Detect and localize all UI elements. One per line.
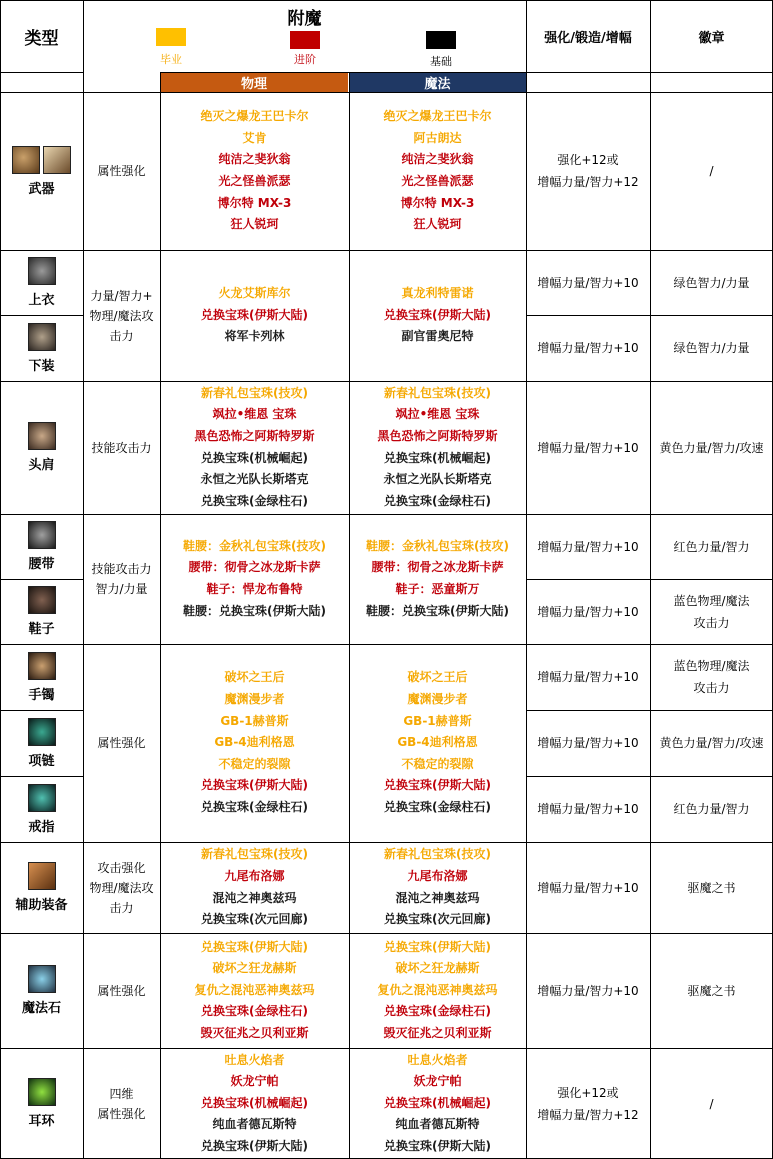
item-cell	[0, 514, 83, 579]
physical-enchant-cell	[160, 933, 349, 1048]
grid-line	[650, 315, 773, 316]
legend-label-gold: 毕业	[160, 53, 182, 66]
subheader-magic: 魔法	[349, 72, 526, 92]
item-cell	[0, 381, 83, 514]
upgrade-cell: 强化+12或 增幅力量/智力+12	[537, 1085, 639, 1122]
magic-enchant-cell	[349, 842, 526, 933]
item-cell	[0, 250, 83, 315]
enchant-option: 兑换宝珠(伊斯大陆)	[384, 778, 491, 793]
enchant-option: 黑色恐怖之阿斯特罗斯	[194, 428, 315, 443]
item-cell	[0, 315, 83, 381]
enchant-option: 纯洁之斐狄翁	[218, 152, 291, 167]
item-name: 耳环	[28, 1114, 55, 1129]
upgrade-cell: 增幅力量/智力+10	[537, 880, 639, 895]
enchant-option: 博尔特 MX-3	[217, 195, 292, 210]
enchant-option: 兑换宝珠(金绿柱石)	[201, 493, 308, 508]
enchant-option: 兑换宝珠(机械崛起)	[201, 450, 308, 465]
emblem-cell: 绿色智力/力量	[673, 275, 750, 290]
enchant-option: GB-4迪利格恩	[214, 735, 295, 750]
equipment-icon	[28, 1078, 56, 1106]
enchant-option: 破坏之王后	[224, 670, 285, 685]
attribute-cell: 属性强化	[97, 983, 146, 998]
grid-line	[0, 1048, 773, 1049]
grid-line	[526, 579, 650, 580]
enchant-option: 飒拉•维恩 宝珠	[212, 407, 297, 422]
item-cell	[0, 933, 83, 1048]
physical-enchant-cell	[160, 644, 349, 842]
upgrade-cell: 增幅力量/智力+10	[537, 341, 639, 355]
enchant-option: 兑换宝珠(金绿柱石)	[201, 1004, 308, 1019]
enchant-option: 纯洁之斐狄翁	[401, 152, 474, 167]
magic-enchant-cell	[349, 92, 526, 250]
grid-line	[0, 842, 773, 843]
enchant-option: 破坏之狂龙赫斯	[395, 961, 480, 976]
item-name: 上衣	[28, 293, 55, 308]
header-emblem: 徽章	[698, 30, 725, 46]
item-cell	[0, 776, 83, 842]
enchant-option: 妖龙宁帕	[413, 1074, 462, 1089]
item-icons	[28, 586, 56, 614]
emblem-cell: /	[709, 164, 714, 178]
enchant-option: 绝灭之爆龙王巴卡尔	[383, 109, 492, 124]
enchant-option: 兑换宝珠(伊斯大陆)	[201, 939, 308, 954]
emblem-cell: 黄色力量/智力/攻速	[659, 440, 764, 455]
grid-line	[0, 92, 773, 93]
enchant-option: 吐息火焰者	[224, 1052, 285, 1067]
item-name: 鞋子	[28, 622, 55, 637]
magic-enchant-cell	[349, 644, 526, 842]
enchant-option: 毁灭征兆之贝利亚斯	[200, 1025, 309, 1040]
enchant-option: 兑换宝珠(伊斯大陆)	[384, 307, 491, 322]
legend-swatch-gold	[156, 28, 186, 46]
attribute-cell: 属性强化	[97, 736, 146, 750]
equipment-icon	[28, 586, 56, 614]
item-name: 魔法石	[21, 1001, 61, 1016]
enchant-option: 兑换宝珠(机械崛起)	[384, 1095, 491, 1110]
attribute-cell: 技能攻击力 智力/力量	[91, 562, 152, 596]
grid-line	[0, 933, 773, 934]
physical-enchant-cell	[160, 1048, 349, 1159]
enchant-option: 新春礼包宝珠(技攻)	[384, 385, 491, 400]
enchant-option: 纯血者德瓦斯特	[395, 1117, 480, 1132]
enchant-option: 混沌之神奥兹玛	[395, 890, 480, 905]
enchant-option: 复仇之混沌恶神奥兹玛	[194, 982, 315, 997]
item-cell	[0, 842, 83, 933]
upgrade-cell: 增幅力量/智力+10	[537, 539, 639, 554]
item-icons	[28, 323, 56, 351]
enchant-option: 副官雷奥尼特	[401, 329, 474, 344]
item-icons	[28, 521, 56, 549]
enchant-option: 兑换宝珠(伊斯大陆)	[201, 307, 308, 322]
enchant-option: 兑换宝珠(机械崛起)	[201, 1095, 308, 1110]
enchant-option: 鞋腰：金秋礼包宝珠(技攻)	[366, 538, 509, 553]
enchant-option: 不稳定的裂隙	[218, 756, 291, 771]
equipment-icon	[28, 718, 56, 746]
item-name: 戒指	[28, 819, 55, 835]
item-icons	[28, 1078, 56, 1106]
header-enchant-title: 附魔	[287, 9, 322, 29]
enchant-option: 兑换宝珠(金绿柱石)	[201, 799, 308, 814]
enchant-option: 混沌之神奥兹玛	[212, 890, 297, 905]
item-cell	[0, 1048, 83, 1159]
enchant-option: GB-4迪利格恩	[397, 735, 478, 750]
enchant-option: 吐息火焰者	[407, 1052, 468, 1067]
legend-swatch-red	[290, 31, 320, 49]
enchant-option: 艾肯	[242, 130, 267, 145]
emblem-cell: 红色力量/智力	[673, 539, 750, 554]
item-icons	[28, 718, 56, 746]
item-name: 手镯	[28, 687, 55, 703]
enchant-option: 将军卡列林	[224, 329, 285, 344]
equipment-icon	[28, 257, 56, 285]
enchant-option: 永恒之光队长斯塔克	[200, 472, 309, 487]
header-type: 类型	[24, 28, 59, 49]
equipment-icon	[12, 146, 40, 174]
item-name: 武器	[28, 181, 55, 197]
grid-line	[83, 0, 84, 1159]
physical-enchant-cell	[160, 92, 349, 250]
equipment-icon	[28, 862, 56, 890]
item-cell	[0, 92, 83, 250]
enchant-option: 博尔特 MX-3	[400, 195, 475, 210]
item-name: 腰带	[28, 557, 55, 572]
item-cell	[0, 579, 83, 644]
item-name: 项链	[28, 753, 55, 769]
enchant-option: 兑换宝珠(金绿柱石)	[384, 493, 491, 508]
upgrade-cell: 增幅力量/智力+10	[537, 736, 639, 750]
enchant-option: 绝灭之爆龙王巴卡尔	[200, 109, 309, 124]
enchant-option: 毁灭征兆之贝利亚斯	[383, 1025, 492, 1040]
item-cell	[0, 710, 83, 776]
enchant-option: 九尾布洛娜	[224, 868, 285, 883]
grid-line	[650, 0, 651, 1159]
item-icons	[28, 784, 56, 812]
item-icons	[28, 862, 56, 890]
item-name: 辅助装备	[15, 898, 68, 913]
equipment-icon	[28, 965, 56, 993]
attribute-cell: 技能攻击力	[91, 440, 152, 455]
enchant-option: 光之怪兽派瑟	[218, 174, 291, 188]
enchant-option: 兑换宝珠(伊斯大陆)	[384, 1138, 491, 1153]
upgrade-cell: 增幅力量/智力+10	[537, 604, 639, 619]
emblem-cell: 黄色力量/智力/攻速	[659, 736, 764, 750]
enchant-option: 永恒之光队长斯塔克	[383, 472, 492, 487]
grid-line	[0, 514, 773, 515]
enchant-option: 兑换宝珠(金绿柱石)	[384, 1004, 491, 1019]
enchant-option: 鞋子：悍龙布鲁特	[206, 582, 303, 596]
enchant-option: 鞋腰：金秋礼包宝珠(技攻)	[183, 538, 326, 553]
enchant-option: 兑换宝珠(伊斯大陆)	[384, 939, 491, 954]
enchant-option: 兑换宝珠(次元回廊)	[384, 912, 491, 927]
enchant-option: 纯血者德瓦斯特	[212, 1117, 297, 1132]
magic-enchant-cell	[349, 1048, 526, 1159]
grid-line	[526, 315, 650, 316]
physical-enchant-cell	[160, 381, 349, 514]
item-name: 头肩	[28, 458, 55, 473]
enchant-option: 狂人锐珂	[230, 217, 279, 232]
upgrade-cell: 增幅力量/智力+10	[537, 802, 639, 816]
enchant-option: 魔渊漫步者	[407, 692, 468, 707]
equipment-icon	[28, 652, 56, 680]
enchant-option: 九尾布洛娜	[407, 868, 468, 883]
upgrade-cell: 强化+12或 增幅力量/智力+12	[537, 153, 639, 189]
grid-line	[526, 0, 527, 1159]
item-icons	[28, 257, 56, 285]
enchant-option: 鞋子：恶童斯万	[395, 582, 480, 596]
emblem-cell: 驱魔之书	[687, 983, 736, 998]
grid-line	[0, 250, 773, 251]
enchant-option: 阿古朗达	[413, 130, 462, 145]
enchant-option: 飒拉•维恩 宝珠	[395, 407, 480, 422]
grid-line	[160, 72, 161, 1159]
enchant-option: 鞋腰：兑换宝珠(伊斯大陆)	[366, 603, 509, 618]
attribute-cell: 属性强化	[97, 164, 146, 178]
magic-enchant-cell	[349, 381, 526, 514]
item-name: 下装	[28, 358, 55, 374]
enchant-option: 破坏之狂龙赫斯	[212, 961, 297, 976]
equipment-icon	[43, 146, 71, 174]
grid-line	[0, 579, 83, 580]
enchant-option: 复仇之混沌恶神奥兹玛	[377, 982, 498, 997]
enchant-option: GB-1赫普斯	[403, 713, 472, 728]
attribute-cell: 四维 属性强化	[97, 1086, 146, 1121]
upgrade-cell: 增幅力量/智力+10	[537, 440, 639, 455]
grid-line	[0, 0, 1, 1159]
enchant-option: 破坏之王后	[407, 670, 468, 685]
attribute-cell: 力量/智力+ 物理/魔法攻 击力	[89, 288, 154, 343]
grid-line	[650, 710, 773, 711]
grid-line	[0, 381, 773, 382]
grid-line	[526, 776, 650, 777]
enchant-option: 黑色恐怖之阿斯特罗斯	[377, 428, 498, 443]
enchant-option: 火龙艾斯库尔	[218, 286, 291, 301]
equipment-icon	[28, 323, 56, 351]
grid-line	[526, 710, 650, 711]
item-icons	[12, 146, 71, 174]
grid-line	[0, 644, 773, 645]
enchant-option: 腰带：彻骨之冰龙斯卡萨	[371, 560, 504, 575]
equipment-icon	[28, 521, 56, 549]
attribute-cell: 攻击强化 物理/魔法攻 击力	[89, 860, 154, 915]
magic-enchant-cell	[349, 933, 526, 1048]
grid-line	[160, 72, 526, 73]
legend-label-black: 基础	[430, 55, 452, 68]
magic-enchant-cell	[349, 250, 526, 381]
grid-line	[0, 776, 83, 777]
emblem-cell: 蓝色物理/魔法 攻击力	[673, 593, 750, 630]
enchant-option: 新春礼包宝珠(技攻)	[201, 385, 308, 400]
emblem-cell: 绿色智力/力量	[673, 341, 750, 355]
enchant-option: 妖龙宁帕	[230, 1074, 279, 1089]
emblem-cell: 蓝色物理/魔法 攻击力	[673, 659, 750, 695]
upgrade-cell: 增幅力量/智力+10	[537, 983, 639, 998]
subheader-physical: 物理	[160, 72, 348, 92]
enchant-option: 真龙利特雷诺	[401, 286, 474, 301]
upgrade-cell: 增幅力量/智力+10	[537, 275, 639, 290]
grid-line	[0, 72, 83, 73]
grid-line	[650, 579, 773, 580]
emblem-cell: 驱魔之书	[687, 880, 736, 895]
enchant-option: 光之怪兽派瑟	[401, 174, 474, 188]
item-icons	[28, 965, 56, 993]
emblem-cell: /	[709, 1096, 714, 1111]
enchant-option: 新春礼包宝珠(技攻)	[201, 847, 308, 862]
enchant-option: 兑换宝珠(伊斯大陆)	[201, 1138, 308, 1153]
grid-line	[0, 0, 773, 1]
enchant-option: 兑换宝珠(次元回廊)	[201, 912, 308, 927]
physical-enchant-cell	[160, 842, 349, 933]
enchant-option: 兑换宝珠(金绿柱石)	[384, 799, 491, 814]
item-cell	[0, 644, 83, 710]
upgrade-cell: 增幅力量/智力+10	[537, 670, 639, 684]
physical-enchant-cell	[160, 250, 349, 381]
enchant-option: 兑换宝珠(机械崛起)	[384, 450, 491, 465]
enchant-option: 腰带：彻骨之冰龙斯卡萨	[188, 560, 321, 575]
legend-swatch-black	[426, 31, 456, 49]
enchant-option: 狂人锐珂	[413, 217, 462, 232]
item-icons	[28, 652, 56, 680]
grid-line	[349, 72, 350, 1159]
item-icons	[28, 422, 56, 450]
legend-label-red: 进阶	[294, 53, 316, 66]
magic-enchant-cell	[349, 514, 526, 644]
emblem-cell: 红色力量/智力	[673, 802, 750, 816]
enchant-option: 兑换宝珠(伊斯大陆)	[201, 778, 308, 793]
physical-enchant-cell	[160, 514, 349, 644]
equipment-icon	[28, 784, 56, 812]
header-upgrade: 强化/锻造/增幅	[544, 30, 632, 46]
grid-line	[650, 776, 773, 777]
grid-line	[0, 315, 83, 316]
grid-line	[0, 710, 83, 711]
enchant-option: 不稳定的裂隙	[401, 756, 474, 771]
enchant-option: 魔渊漫步者	[224, 692, 285, 707]
enchant-option: 新春礼包宝珠(技攻)	[384, 847, 491, 862]
enchant-option: 鞋腰：兑换宝珠(伊斯大陆)	[183, 603, 326, 618]
enchant-option: GB-1赫普斯	[220, 713, 289, 728]
equipment-icon	[28, 422, 56, 450]
